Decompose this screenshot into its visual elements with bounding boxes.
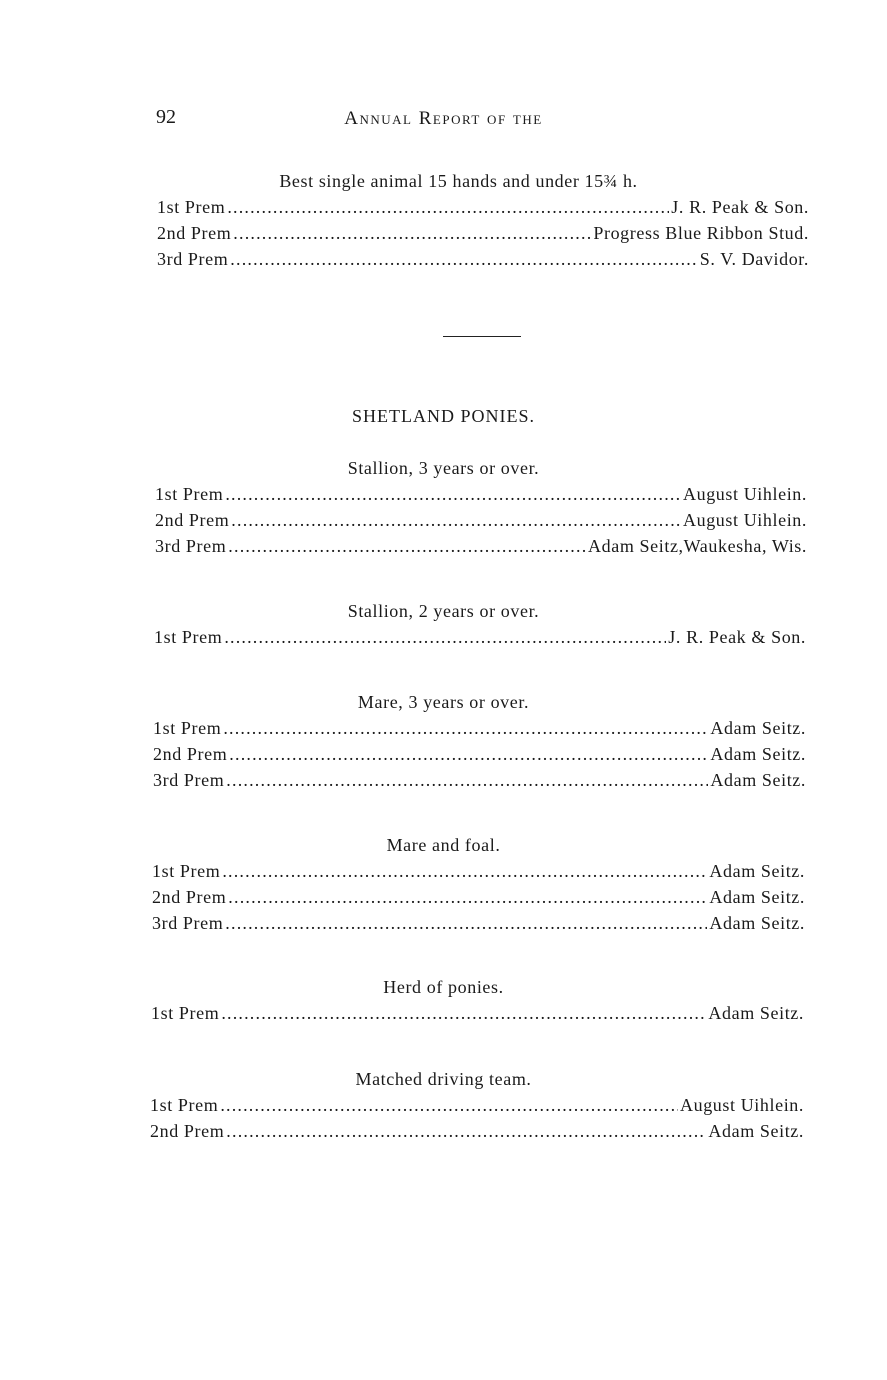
- class-block: [0, 689, 887, 793]
- premium-entry: [153, 741, 806, 767]
- premium-label: 3rd Prem: [152, 913, 224, 933]
- premium-entry: [152, 858, 805, 884]
- premium-label: 2nd Prem: [157, 223, 232, 243]
- premium-entry: [154, 624, 806, 650]
- section-divider: [443, 336, 521, 337]
- section-title: SHETLAND PONIES.: [351, 406, 535, 426]
- dot-leader: [220, 1092, 678, 1118]
- dot-leader: [233, 220, 591, 246]
- page-number: 92: [156, 106, 176, 128]
- premium-label: 2nd Prem: [152, 887, 227, 907]
- dot-leader: [224, 624, 666, 650]
- dot-leader: [222, 858, 707, 884]
- premium-entry: [155, 481, 807, 507]
- premium-label: 1st Prem: [157, 197, 226, 217]
- premium-entry: [157, 220, 809, 246]
- premium-winner: Adam Seitz.: [710, 770, 806, 790]
- premium-winner: Adam Seitz.: [709, 887, 805, 907]
- dot-leader: [226, 767, 708, 793]
- premium-label: 3rd Prem: [155, 536, 227, 556]
- class-block: [0, 598, 887, 650]
- premium-entry: [157, 194, 809, 220]
- premium-entry: [150, 1092, 804, 1118]
- premium-label: 1st Prem: [155, 484, 224, 504]
- class-title: Mare and foal.: [386, 835, 501, 855]
- premium-winner: Adam Seitz,Waukesha, Wis.: [588, 536, 807, 556]
- premium-winner: August Uihlein.: [683, 484, 807, 504]
- premium-entry: [153, 715, 806, 741]
- premium-winner: Progress Blue Ribbon Stud.: [593, 223, 809, 243]
- premium-winner: August Uihlein.: [683, 510, 807, 530]
- class-block: [0, 168, 887, 272]
- premium-winner: Adam Seitz.: [708, 1003, 804, 1023]
- premium-winner: Adam Seitz.: [709, 913, 805, 933]
- premium-winner: Adam Seitz.: [710, 744, 806, 764]
- premium-winner: J. R. Peak & Son.: [671, 197, 809, 217]
- class-title: Stallion, 2 years or over.: [347, 601, 540, 621]
- premium-entry: [155, 533, 807, 559]
- class-title: Stallion, 3 years or over.: [347, 458, 540, 478]
- premium-label: 1st Prem: [151, 1003, 220, 1023]
- premium-label: 1st Prem: [152, 861, 221, 881]
- premium-label: 3rd Prem: [153, 770, 225, 790]
- premium-label: 3rd Prem: [157, 249, 229, 269]
- premium-entry: [157, 246, 809, 272]
- premium-label: 1st Prem: [153, 718, 222, 738]
- premium-entry: [152, 910, 805, 936]
- dot-leader: [225, 910, 707, 936]
- dot-leader: [231, 507, 681, 533]
- premium-winner: August Uihlein.: [680, 1095, 804, 1115]
- premium-entry: [155, 507, 807, 533]
- premium-entry: [151, 1000, 804, 1026]
- premium-winner: Adam Seitz.: [709, 861, 805, 881]
- dot-leader: [221, 1000, 706, 1026]
- premium-label: 2nd Prem: [155, 510, 230, 530]
- dot-leader: [228, 884, 707, 910]
- premium-label: 1st Prem: [154, 627, 223, 647]
- premium-winner: S. V. Davidor.: [699, 249, 809, 269]
- premium-entry: [153, 767, 806, 793]
- class-title: Herd of ponies.: [383, 977, 504, 997]
- dot-leader: [225, 481, 681, 507]
- premium-label: 2nd Prem: [150, 1121, 225, 1141]
- class-title: Best single animal 15 hands and under 15¾ h.: [279, 171, 638, 191]
- premium-label: 2nd Prem: [153, 744, 228, 764]
- premium-winner: Adam Seitz.: [710, 718, 806, 738]
- dot-leader: [230, 246, 697, 272]
- class-block: [0, 1066, 887, 1144]
- premium-label: 1st Prem: [150, 1095, 219, 1115]
- class-block: [0, 455, 887, 559]
- premium-entry: [152, 884, 805, 910]
- dot-leader: [229, 741, 708, 767]
- class-title: Matched driving team.: [355, 1069, 532, 1089]
- running-head: Annual Report of the: [344, 108, 543, 129]
- class-block: [0, 832, 887, 936]
- premium-entry: [150, 1118, 804, 1144]
- premium-winner: J. R. Peak & Son.: [668, 627, 806, 647]
- dot-leader: [228, 533, 586, 559]
- dot-leader: [227, 194, 669, 220]
- dot-leader: [226, 1118, 706, 1144]
- class-block: [0, 974, 887, 1026]
- premium-winner: Adam Seitz.: [708, 1121, 804, 1141]
- dot-leader: [223, 715, 708, 741]
- class-title: Mare, 3 years or over.: [357, 692, 530, 712]
